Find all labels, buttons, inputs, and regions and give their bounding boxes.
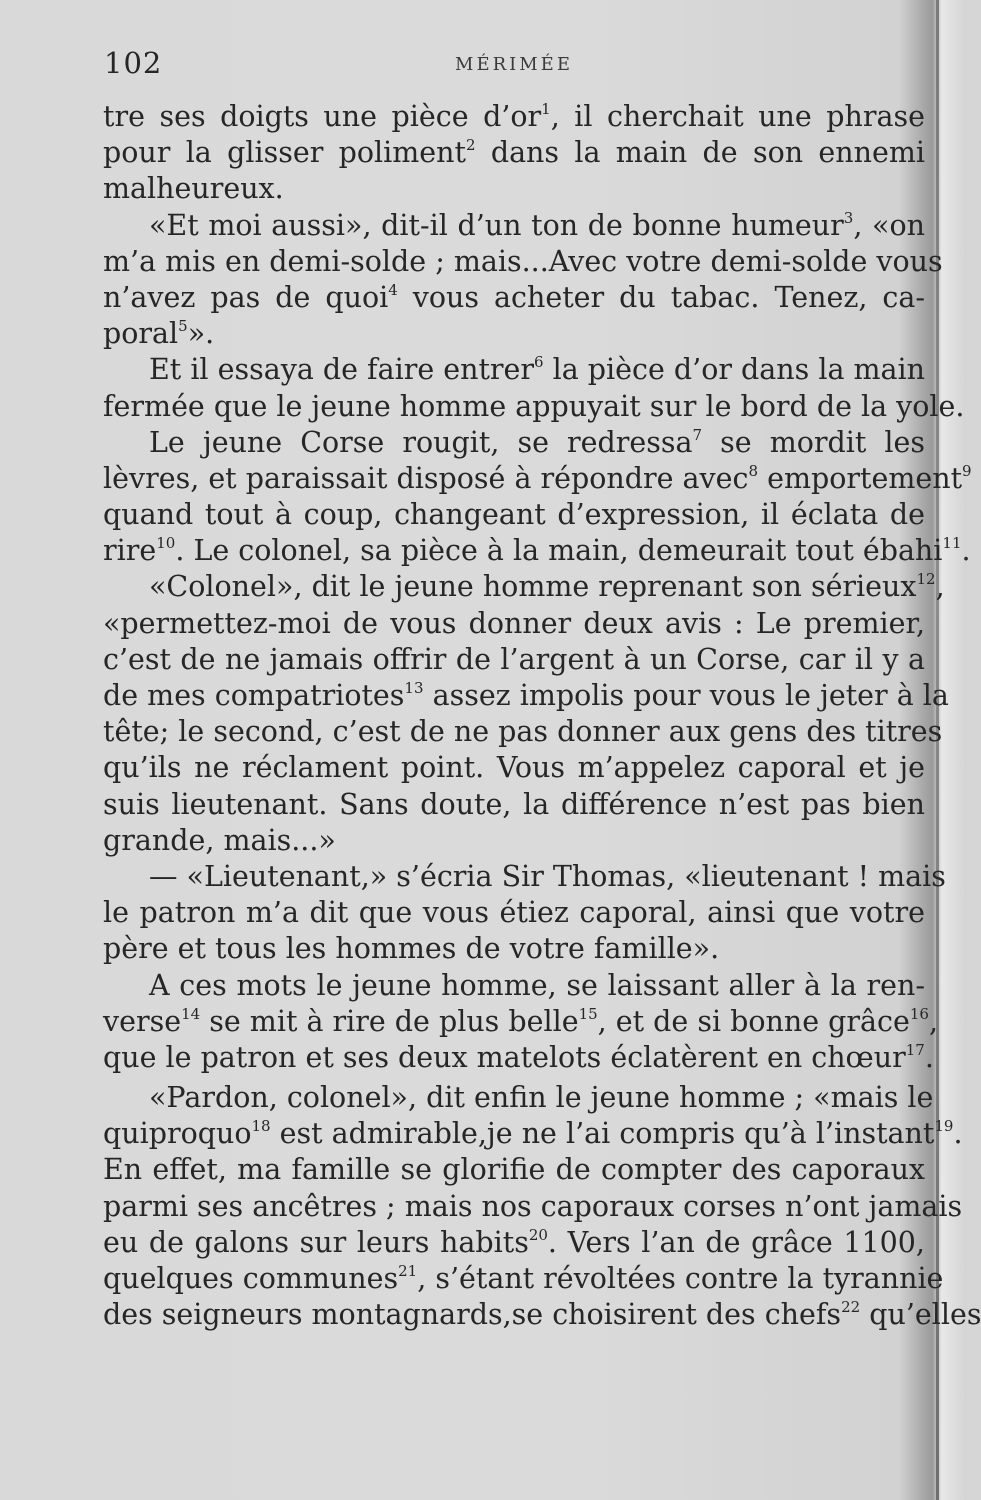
footnote-marker: 15 — [578, 1004, 598, 1023]
text-line — [103, 316, 925, 352]
footnote-marker: 19 — [934, 1117, 954, 1136]
footnote-marker: 10 — [156, 534, 176, 553]
text-run: se mordit les — [702, 425, 925, 459]
text-line — [103, 533, 971, 569]
text-run: malheureux. — [103, 172, 284, 206]
body-text — [103, 99, 981, 1333]
text-run: , — [935, 570, 945, 604]
text-line — [103, 1040, 934, 1076]
footnote-marker: 5 — [178, 317, 188, 336]
text-line — [103, 569, 945, 605]
text-run: qu’elles — [860, 1298, 981, 1332]
footnote-marker: 8 — [748, 461, 759, 480]
text-run: de mes compatriotes — [103, 679, 405, 712]
text-line — [103, 642, 925, 678]
text-line — [103, 135, 925, 171]
text-run: . — [953, 1117, 963, 1151]
text-line — [103, 678, 949, 714]
text-run: , s’étant révoltées contre la tyrannie — [417, 1262, 944, 1295]
text-line — [103, 750, 925, 786]
footnote-marker: 18 — [251, 1117, 271, 1136]
text-run: quiproquo — [103, 1117, 252, 1151]
footnote-marker: 13 — [404, 679, 424, 697]
text-line — [103, 1297, 981, 1333]
text-line — [103, 497, 925, 533]
text-line — [103, 787, 925, 823]
text-run: En effet, ma famille se glorifie de compter des caporaux — [103, 1153, 925, 1187]
text-line — [103, 859, 946, 895]
text-run: suis lieutenant. Sans doute, la différence n’est pas bien — [103, 787, 925, 821]
footnote-marker: 9 — [962, 461, 972, 480]
footnote-marker: 22 — [841, 1298, 861, 1317]
text-run: «Pardon, colonel», dit enfin le jeune homme ; «mais le — [149, 1081, 934, 1115]
text-line — [103, 1225, 925, 1261]
footnote-marker: 20 — [528, 1225, 548, 1244]
footnote-marker: 1 — [541, 100, 551, 118]
text-run: tre ses doigts une pièce d’or — [103, 100, 542, 133]
footnote-marker: 17 — [905, 1040, 925, 1059]
text-run: quelques communes — [103, 1262, 399, 1295]
text-line — [103, 389, 965, 425]
text-run: , — [928, 1004, 939, 1038]
text-run: le patron m’a dit que vous étiez caporal, ainsi que votre — [103, 896, 925, 930]
text-run: qu’ils ne réclament point. Vous m’appelez caporal et je — [103, 751, 925, 785]
text-line — [103, 931, 925, 967]
text-run: «Et moi aussi», dit-il d’un ton de bonne humeur — [149, 208, 844, 242]
text-line — [103, 1261, 944, 1297]
text-line — [103, 1116, 963, 1152]
text-run: rire — [103, 534, 157, 568]
text-line — [103, 280, 925, 316]
text-line — [103, 823, 925, 859]
text-run: se mit à rire de plus belle — [200, 1004, 579, 1038]
text-run: «Colonel», dit le jeune homme reprenant son sérieux — [149, 570, 917, 604]
text-run: dans la main de son ennemi — [475, 136, 926, 170]
text-run: . — [924, 1040, 934, 1074]
footnote-marker: 2 — [465, 136, 476, 155]
text-line — [103, 968, 925, 1004]
text-line — [103, 171, 925, 207]
text-run: ». — [187, 317, 215, 351]
text-run: vous acheter du tabac. Tenez, ca- — [397, 280, 925, 314]
text-line — [103, 895, 925, 931]
page-number: 102 — [104, 46, 163, 80]
text-run: — «Lieutenant,» s’écria Sir Thomas, «lieutenant ! mais — [149, 859, 946, 893]
text-run: emportement — [758, 461, 963, 495]
footnote-marker: 4 — [388, 280, 398, 299]
text-run: A ces mots le jeune homme, se laissant aller à la ren- — [149, 968, 925, 1002]
text-line — [103, 1152, 925, 1188]
text-run: Le jeune Corse rougit, se redressa — [149, 425, 693, 459]
text-line — [103, 606, 925, 642]
text-run: père et tous les hommes de votre famille». — [103, 932, 720, 966]
text-run: . Vers l’an de grâce 1100, — [547, 1225, 925, 1259]
text-run: eu de galons sur leurs habits — [103, 1225, 529, 1259]
text-run: des seigneurs montagnards,se choisirent des chefs — [103, 1298, 842, 1332]
text-run: Et il essaya de faire entrer — [149, 353, 535, 387]
text-run: est admirable,je ne l’ai compris qu’à l’instant — [270, 1117, 935, 1151]
text-run: la pièce d’or dans la main — [543, 353, 925, 387]
footnote-marker: 7 — [692, 425, 703, 444]
text-line — [103, 1004, 939, 1040]
footnote-marker: 12 — [916, 570, 936, 589]
footnote-marker: 14 — [181, 1004, 201, 1023]
text-run: quand tout à coup, changeant d’expression, il éclata de — [103, 498, 925, 532]
text-run: fermée que le jeune homme appuyait sur le bord de la yole. — [103, 389, 965, 423]
text-run: m’a mis en demi-solde ; mais...Avec votre demi-solde vous — [103, 244, 943, 278]
text-run: assez impolis pour vous le jeter à la — [423, 679, 949, 712]
footnote-marker: 6 — [534, 353, 544, 372]
text-line — [103, 425, 925, 461]
text-run: c’est de ne jamais offrir de l’argent à un Corse, car il y a — [103, 642, 925, 676]
text-run: n’avez pas de quoi — [103, 280, 389, 314]
text-run: «permettez-moi de vous donner deux avis : Le premier, — [103, 606, 925, 640]
text-line — [103, 1080, 934, 1116]
text-run: lèvres, et paraissait disposé à répondre avec — [103, 461, 749, 495]
text-line — [103, 352, 925, 388]
footnote-marker: 11 — [942, 534, 962, 553]
text-run: , il cherchait une phrase — [550, 100, 925, 133]
text-run: poral — [103, 317, 179, 351]
text-line — [103, 244, 943, 280]
text-run: pour la glisser poliment — [103, 136, 466, 170]
text-run: grande, mais...» — [103, 823, 336, 857]
text-run: , «on — [853, 208, 925, 242]
footnote-marker: 16 — [909, 1004, 929, 1023]
text-run: que le patron et ses deux matelots éclatèrent en chœur — [103, 1040, 906, 1074]
text-line — [103, 461, 972, 497]
text-run: tête; le second, c’est de ne pas donner aux gens des titres — [103, 715, 943, 749]
text-run: . Le colonel, sa pièce à la main, demeurait tout ébahi — [175, 534, 943, 568]
text-run: . — [961, 534, 971, 568]
footnote-marker: 21 — [398, 1262, 418, 1280]
footnote-marker: 3 — [843, 208, 854, 227]
page-header — [104, 46, 924, 86]
text-line — [103, 1189, 963, 1225]
text-run: , et de si bonne grâce — [597, 1004, 910, 1038]
running-head: MÉRIMÉE — [455, 54, 573, 75]
text-run: parmi ses ancêtres ; mais nos caporaux corses n’ont jamais — [103, 1189, 963, 1223]
text-line — [103, 99, 925, 135]
text-line — [103, 714, 943, 750]
text-line — [103, 208, 925, 244]
text-run: verse — [103, 1004, 182, 1038]
